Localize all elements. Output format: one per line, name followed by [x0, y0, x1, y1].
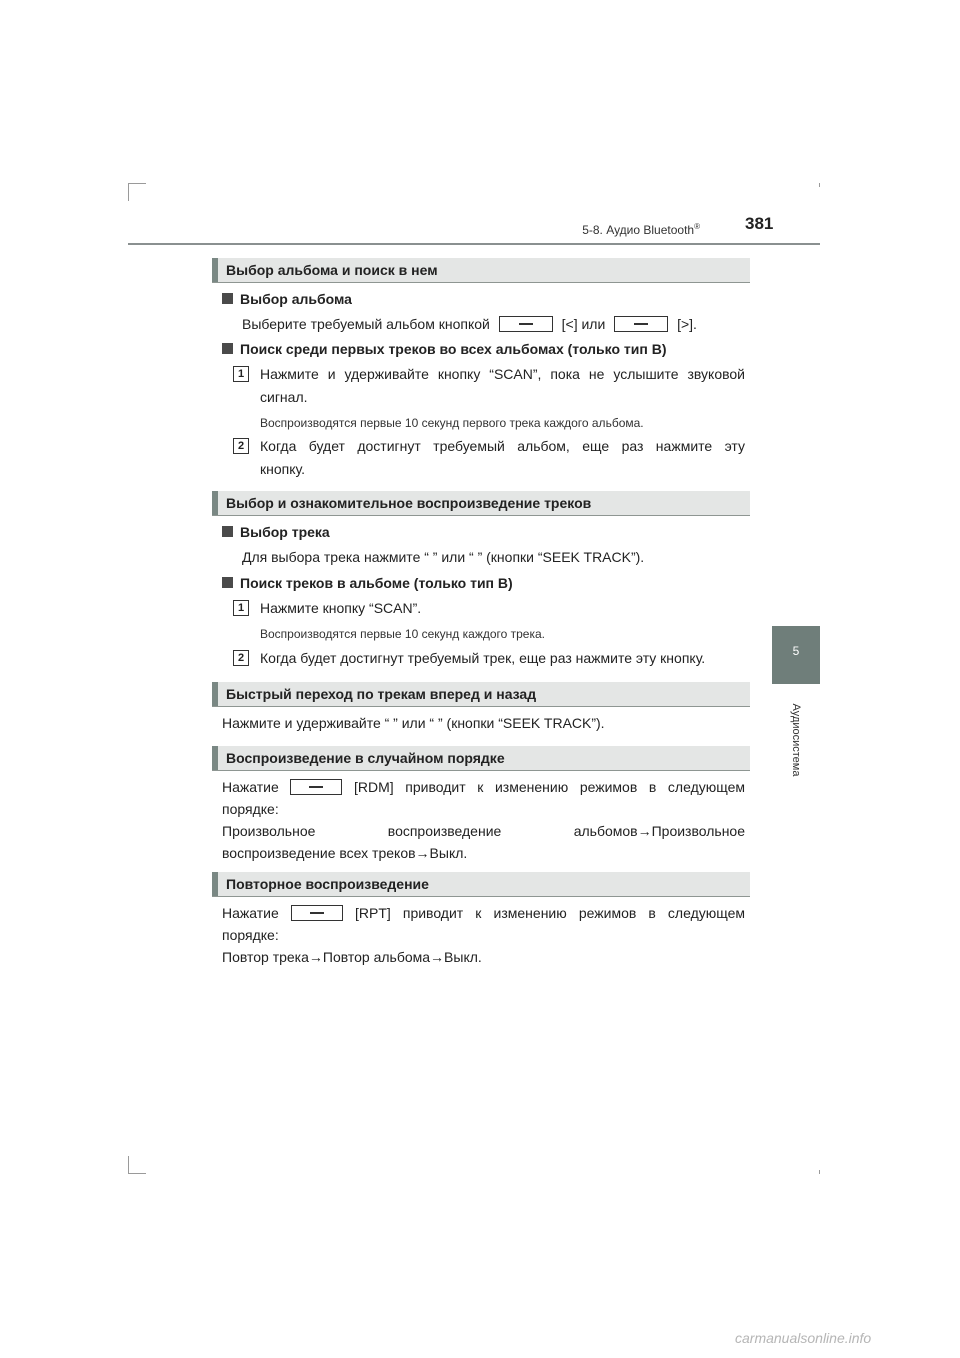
- crop-mark-top-left-h: [128, 183, 146, 184]
- random-line2: порядке:: [222, 801, 279, 817]
- subheading-track-select: Выбор трека: [222, 522, 330, 542]
- square-bullet-icon: [222, 526, 233, 537]
- section-header-tracks: Выбор и ознакомительное воспроизведение треков: [212, 491, 750, 516]
- random-line4: воспроизведение всех треков→Выкл.: [222, 845, 468, 861]
- repeat-line3: Повтор трека→Повтор альбома→Выкл.: [222, 949, 482, 965]
- section-header-repeat: Повторное воспроизведение: [212, 872, 750, 897]
- subheading-track-scan: Поиск треков в альбоме (только тип B): [222, 573, 513, 593]
- album-step1-line1: Нажмите и удерживайте кнопку “SCAN”, пока не услышите звуковой: [260, 366, 745, 382]
- square-bullet-icon: [222, 577, 233, 588]
- section-header-fast-seek: Быстрый переход по трекам вперед и назад: [212, 682, 750, 707]
- page-number: 381: [745, 214, 774, 233]
- step-number: 2: [233, 438, 249, 454]
- track-step1-text: Нажмите кнопку “SCAN”.: [260, 600, 422, 616]
- repeat-line2: порядке:: [222, 927, 279, 943]
- rpt-button-icon: [291, 905, 343, 921]
- crop-mark-top-left-v: [128, 183, 129, 201]
- step-number: 1: [233, 600, 249, 616]
- track-step1-note: Воспроизводятся первые 10 секунд каждого трека.: [260, 627, 546, 641]
- crop-mark-bottom-left-v: [128, 1156, 129, 1174]
- folder-next-button-icon: [614, 316, 668, 332]
- subheading-album-scan: Поиск среди первых треков во всех альбомах (только тип B): [222, 339, 667, 359]
- folder-prev-button-icon: [499, 316, 553, 332]
- crop-mark-top-right: [819, 183, 820, 187]
- header-section-title: 5-8. Аудио Bluetooth®: [582, 222, 700, 237]
- square-bullet-icon: [222, 293, 233, 304]
- track-select-text: Для выбора трека нажмите “ ” или “ ” (кнопки “SEEK TRACK”).: [242, 549, 645, 565]
- crop-mark-bottom-right: [819, 1170, 820, 1174]
- album-step1-line2: сигнал.: [260, 389, 308, 405]
- track-step2-text: Когда будет достигнут требуемый трек, еще раз нажмите эту кнопку.: [260, 650, 706, 666]
- section-header-album: Выбор альбома и поиск в нем: [212, 258, 750, 283]
- album-select-text: Выберите требуемый альбом кнопкой [<] или [>].: [242, 316, 697, 332]
- subheading-album-select: Выбор альбома: [222, 289, 352, 309]
- square-bullet-icon: [222, 343, 233, 354]
- section-header-random: Воспроизведение в случайном порядке: [212, 746, 750, 771]
- chapter-label: Аудиосистема: [790, 703, 802, 777]
- random-line1: Нажатие [RDM] приводит к изменению режимов в следующем: [222, 779, 746, 795]
- watermark: carmanualsonline.info: [735, 1330, 872, 1346]
- step-number: 1: [233, 366, 249, 382]
- random-line3: Произвольное воспроизведение альбомов→Произвольное: [222, 823, 745, 839]
- header-rule: [128, 243, 820, 245]
- fast-seek-text: Нажмите и удерживайте “ ” или “ ” (кнопки “SEEK TRACK”).: [222, 715, 605, 731]
- album-step2-line2: кнопку.: [260, 461, 305, 477]
- crop-mark-bottom-left-h: [128, 1173, 146, 1174]
- album-step2-line1: Когда будет достигнут требуемый альбом, еще раз нажмите эту: [260, 438, 745, 454]
- chapter-tab[interactable]: 5: [772, 626, 820, 684]
- rdm-button-icon: [290, 779, 342, 795]
- repeat-line1: Нажатие [RPT] приводит к изменению режимов в следующем: [222, 905, 746, 921]
- step-number: 2: [233, 650, 249, 666]
- album-step1-note: Воспроизводятся первые 10 секунд первого трека каждого альбома.: [260, 416, 644, 430]
